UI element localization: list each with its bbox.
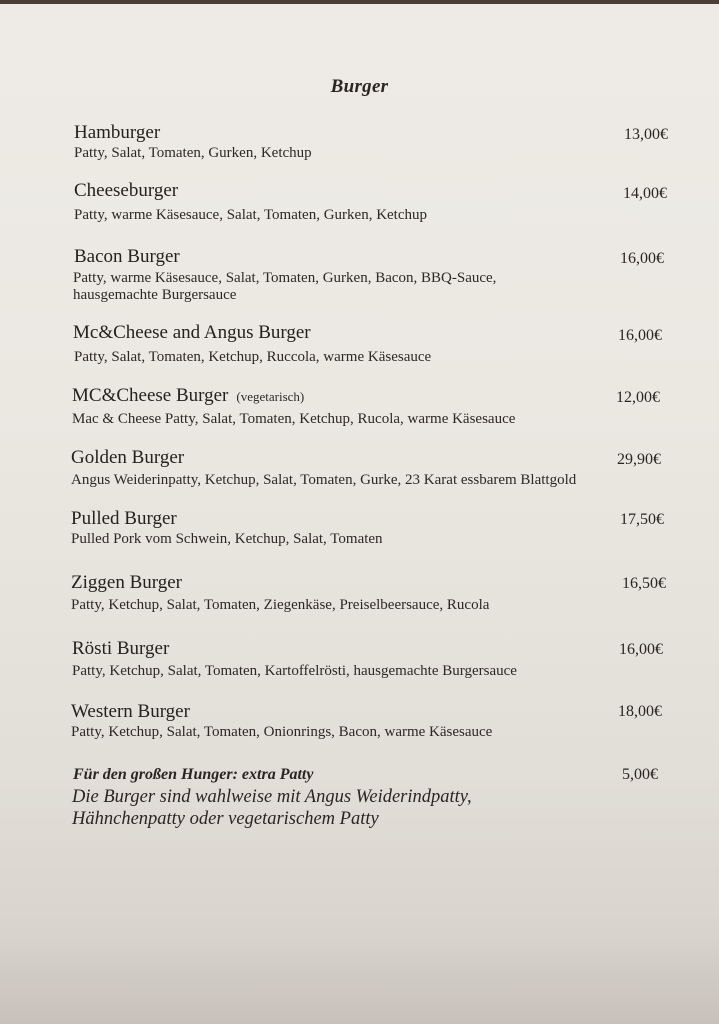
item-description: Patty, Ketchup, Salat, Tomaten, Kartoffelrösti, hausgemachte Burgersauce <box>72 663 517 679</box>
extra-patty-label: Für den großen Hunger: extra Patty <box>73 766 314 783</box>
item-description: Pulled Pork vom Schwein, Ketchup, Salat, Tomaten <box>71 531 383 547</box>
menu-title: Burger <box>330 76 389 97</box>
item-name: Mc&Cheese and Angus Burger <box>73 322 311 343</box>
item-description: Patty, Salat, Tomaten, Gurken, Ketchup <box>74 145 312 161</box>
extra-patty-price: 5,00€ <box>622 766 658 783</box>
item-price: 16,50€ <box>622 575 666 592</box>
item-description: Patty, warme Käsesauce, Salat, Tomaten, Gurken, Ketchup <box>74 207 428 223</box>
item-price: 12,00€ <box>616 389 660 406</box>
item-description: Mac & Cheese Patty, Salat, Tomaten, Ketchup, Rucola, warme Käsesauce <box>72 411 516 427</box>
item-price: 16,00€ <box>620 250 664 267</box>
item-description: Angus Weiderinpatty, Ketchup, Salat, Tomaten, Gurke, 23 Karat essbarem Blattgold <box>71 472 577 488</box>
item-name: Ziggen Burger <box>71 572 182 593</box>
item-name: Bacon Burger <box>74 246 180 267</box>
item-description: Patty, warme Käsesauce, Salat, Tomaten, Gurken, Bacon, BBQ-Sauce, <box>73 270 497 286</box>
item-name: Western Burger <box>71 701 190 722</box>
item-name: Golden Burger <box>71 447 185 468</box>
item-description: Patty, Ketchup, Salat, Tomaten, Onionrings, Bacon, warme Käsesauce <box>71 724 493 740</box>
item-name: Hamburger <box>74 122 161 143</box>
table-edge <box>0 0 719 4</box>
item-price: 29,90€ <box>617 451 661 468</box>
item-price: 14,00€ <box>623 185 667 202</box>
item-price: 18,00€ <box>618 703 662 720</box>
paper-shadow <box>0 934 719 1024</box>
item-name: Rösti Burger <box>72 638 170 659</box>
patty-choice-note <box>72 786 672 830</box>
item-price: 16,00€ <box>618 327 662 344</box>
item-price: 17,50€ <box>620 511 664 528</box>
note-line: Die Burger sind wahlweise mit Angus Weiderindpatty, <box>72 787 472 807</box>
item-price: 13,00€ <box>624 126 668 143</box>
item-name <box>72 385 304 407</box>
item-name-text: MC&Cheese Burger <box>72 385 229 406</box>
item-name: Pulled Burger <box>71 508 177 529</box>
item-description: Patty, Ketchup, Salat, Tomaten, Ziegenkäse, Preiselbeersauce, Rucola <box>71 597 490 613</box>
item-description: Patty, Salat, Tomaten, Ketchup, Ruccola, warme Käsesauce <box>74 349 432 365</box>
item-price: 16,00€ <box>619 641 663 658</box>
item-name: Cheeseburger <box>74 180 179 201</box>
item-description-line-2: hausgemachte Burgersauce <box>73 287 237 303</box>
menu-page <box>0 4 719 1024</box>
vegetarian-tag: (vegetarisch) <box>236 389 305 404</box>
note-line: Hähnchenpatty oder vegetarischem Patty <box>72 809 379 829</box>
